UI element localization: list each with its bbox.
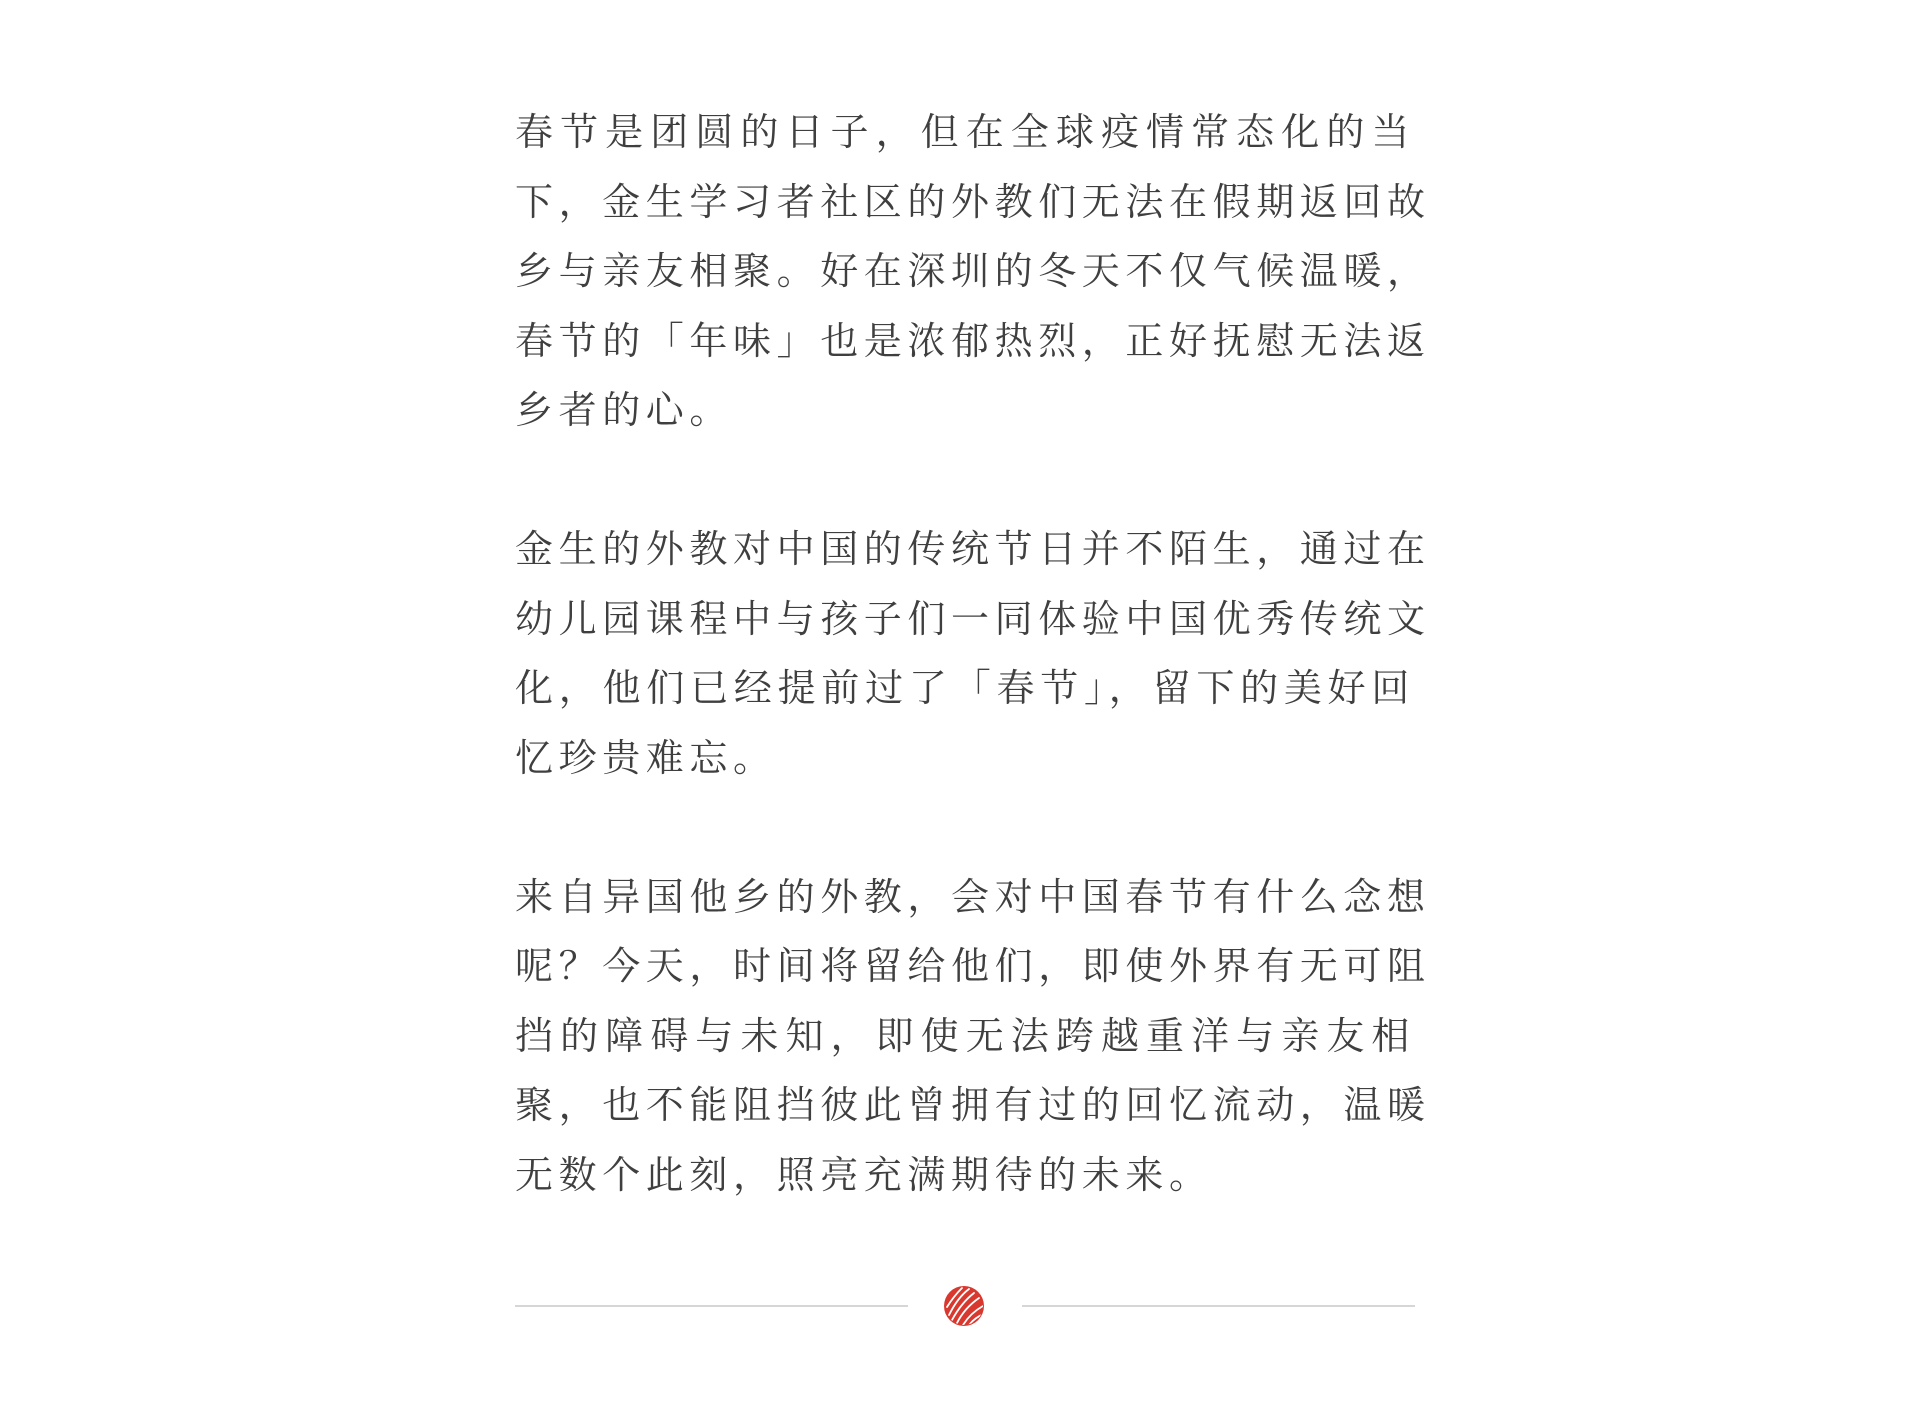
article-body [515, 98, 1431, 1210]
paragraph-line: 化，他们已经提前过了「春节」，留下的美好回 [515, 666, 1415, 710]
paragraph-1 [515, 98, 1431, 446]
paragraph-line: 聚，也不能阻挡彼此曾拥有过的回忆流动，温暖 [515, 1083, 1431, 1127]
divider-line-left [515, 1305, 908, 1307]
yarn-ball-seal-icon [943, 1285, 985, 1327]
divider-line-right [1022, 1305, 1415, 1307]
paragraph-line: 来自异国他乡的外教，会对中国春节有什么念想 [515, 874, 1431, 919]
paragraph-line: 呢？今天，时间将留给他们，即使外界有无可阻 [515, 944, 1431, 988]
paragraph-line: 挡的障碍与未知，即使无法跨越重洋与亲友相 [515, 1013, 1415, 1058]
paragraph-3 [515, 863, 1431, 1211]
paragraph-line: 忆珍贵难忘。 [515, 735, 777, 780]
paragraph-line: 乡者的心。 [515, 388, 734, 432]
paragraph-2 [515, 515, 1431, 793]
paragraph-line: 无数个此刻，照亮充满期待的未来。 [515, 1152, 1213, 1197]
paragraph-line: 春节是团圆的日子，但在全球疫情常态化的当 [515, 110, 1415, 154]
paragraph-line: 金生的外教对中国的传统节日并不陌生，通过在 [515, 527, 1431, 571]
paragraph-line: 乡与亲友相聚。好在深圳的冬天不仅气候温暖， [515, 249, 1431, 293]
paragraph-line: 春节的「年味」也是浓郁热烈，正好抚慰无法返 [515, 318, 1431, 363]
section-divider [515, 1278, 1415, 1334]
paragraph-line: 幼儿园课程中与孩子们一同体验中国优秀传统文 [515, 596, 1431, 641]
paragraph-line: 下，金生学习者社区的外教们无法在假期返回故 [515, 179, 1431, 224]
